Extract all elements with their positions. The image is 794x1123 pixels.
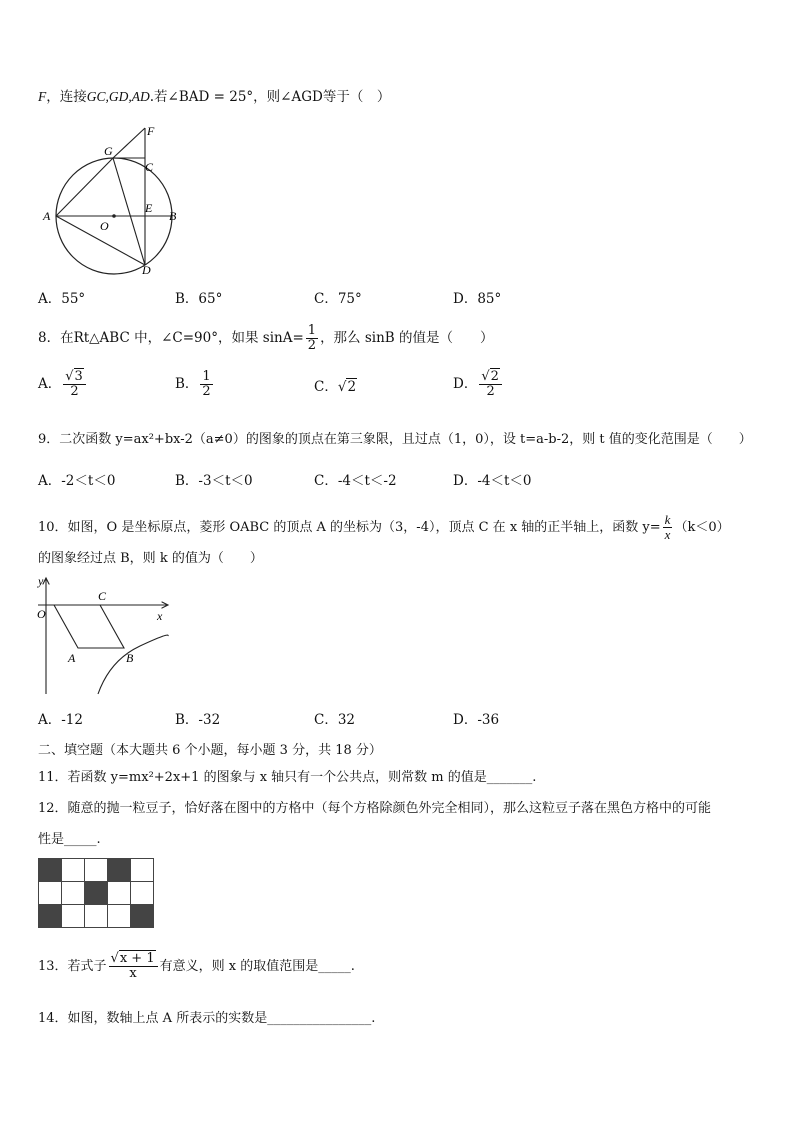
q7-circle-figure xyxy=(38,122,188,282)
grid-cell-black xyxy=(39,859,62,882)
q7-option-a: A．55° xyxy=(38,291,86,307)
q11-stem: 11．若函数 y=mx²+2x+1 的图象与 x 轴只有一个公共点，则常数 m 的值是_______. xyxy=(38,770,537,785)
q8-stem: 8．在Rt△ABC 中，∠C=90°，如果 sinA= $\frac{1}{2}$ ，那么 sinB 的值是（ ） xyxy=(38,323,494,353)
grid-cell-white xyxy=(108,905,131,928)
grid-cell-white xyxy=(131,859,154,882)
q14-stem: 14．如图，数轴上点 A 所表示的实数是________________. xyxy=(38,1011,376,1026)
grid-cell-white xyxy=(62,905,85,928)
grid-cell-black xyxy=(85,882,108,905)
q8-option-d: D． $\frac{√2}{2}$ xyxy=(453,370,504,399)
label-A: A xyxy=(68,651,76,665)
grid-cell-white xyxy=(62,859,85,882)
q10-stem: 10．如图，O 是坐标原点，菱形 OABC 的顶点 A 的坐标为（3，-4），顶点 C 在 x 轴的正半轴上，函数 y= $\frac{k}{x}$ （k＜0） xyxy=(38,512,730,542)
label-D: D xyxy=(142,263,151,277)
q13-fraction: $\frac{√x + 1}{x}$ xyxy=(109,952,158,981)
q8-stem-fraction: $\frac{1}{2}$ xyxy=(307,323,317,353)
grid-cell-white xyxy=(131,882,154,905)
q12-stem-line2: 性是_____. xyxy=(38,832,101,847)
q10-option-b: B．-32 xyxy=(175,712,221,728)
q13-stem: 13．若式子 $\frac{√x + 1}{x}$ 有意义，则 x 的取值范围是_____. xyxy=(38,951,355,981)
label-B: B xyxy=(169,209,177,223)
label-C: C xyxy=(145,160,154,174)
q9-option-d: D．-4＜t＜0 xyxy=(453,473,532,489)
q9-option-c: C．-4＜t＜-2 xyxy=(314,473,397,489)
q12-checker-grid xyxy=(38,858,154,928)
q9-option-a: A．-2＜t＜0 xyxy=(38,473,116,489)
label-E: E xyxy=(145,201,153,215)
q8-option-b: B． $\frac{1}{2}$ xyxy=(175,369,211,399)
grid-cell-white xyxy=(62,882,85,905)
grid-cell-white xyxy=(108,882,131,905)
grid-cell-black xyxy=(108,859,131,882)
q7-option-d: D．85° xyxy=(453,291,502,307)
q10-fraction: $\frac{k}{x}$ xyxy=(664,512,671,542)
label-B: B xyxy=(126,651,134,665)
label-F: F xyxy=(147,124,155,138)
q12-stem-line1: 12．随意的抛一粒豆子，恰好落在图中的方格中（每个方格除颜色外完全相同），那么这粒豆子落在黑色方格中的可能 xyxy=(38,801,712,816)
grid-cell-white xyxy=(85,859,108,882)
q7-option-c: C．75° xyxy=(314,291,362,307)
q8-option-c: C．√2 xyxy=(314,379,357,395)
label-x: x xyxy=(157,609,163,623)
label-O: O xyxy=(100,219,109,233)
q7-intro: F，连接GC,GD,AD.若∠BAD = 25°，则∠AGD等于（ ） xyxy=(38,89,391,105)
q8-option-a: A． $\frac{√3}{2}$ xyxy=(38,370,88,399)
q10-option-a: A．-12 xyxy=(38,712,83,728)
grid-cell-white xyxy=(85,905,108,928)
label-G: G xyxy=(104,144,113,158)
grid-cell-white xyxy=(39,882,62,905)
label-A: A xyxy=(43,209,51,223)
grid-cell-black xyxy=(131,905,154,928)
label-O: O xyxy=(37,607,46,621)
q10-option-d: D．-36 xyxy=(453,712,500,728)
label-y: y xyxy=(38,574,44,588)
q9-stem: 9．二次函数 y=ax²+bx-2（a≠0）的图象的顶点在第三象限，且过点（1，0），设 t=a-b-2，则 t 值的变化范围是（ ） xyxy=(38,432,752,447)
q7-option-b: B．65° xyxy=(175,291,223,307)
q10-option-c: C．32 xyxy=(314,712,356,728)
grid-cell-black xyxy=(39,905,62,928)
q10-stem-line2: 的图象经过点 B，则 k 的值为（ ） xyxy=(38,551,263,566)
q9-option-b: B．-3＜t＜0 xyxy=(175,473,253,489)
label-C: C xyxy=(98,589,107,603)
q10-rhombus-figure xyxy=(36,574,172,698)
section-heading: 二、填空题（本大题共 6 个小题，每小题 3 分，共 18 分） xyxy=(38,743,382,758)
